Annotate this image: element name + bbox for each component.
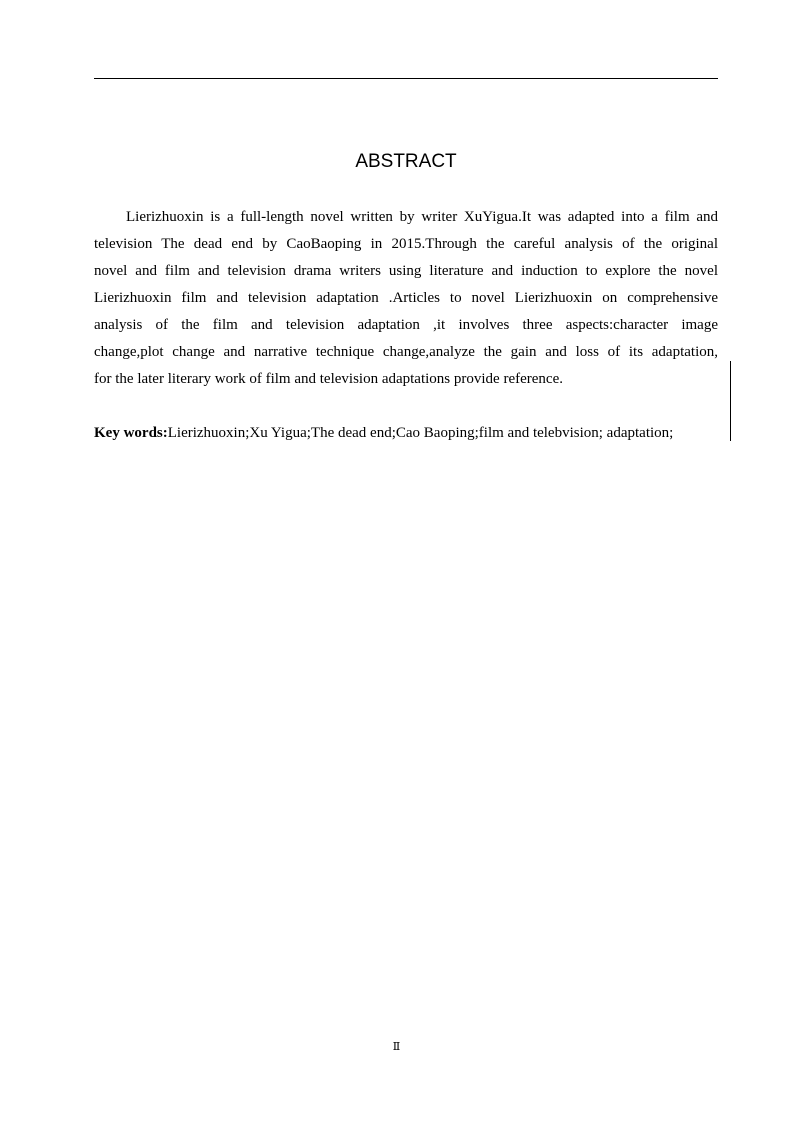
header-rule [94, 78, 718, 79]
abstract-line: novel and film and television drama writers using literature and induction to explore the novel [94, 263, 718, 279]
keywords-label: Key words: [94, 425, 168, 441]
revision-margin-bar [730, 361, 731, 441]
abstract-paragraph [94, 204, 718, 393]
abstract-line: analysis of the film and television adaptation ,it involves three aspects:character image [94, 317, 718, 333]
abstract-line: television The dead end by CaoBaoping in 2015.Through the careful analysis of the original [94, 236, 718, 252]
abstract-line: for the later literary work of film and television adaptations provide reference. [94, 371, 563, 387]
abstract-title: ABSTRACT [355, 151, 457, 172]
keywords-text: Lierizhuoxin;Xu Yigua;The dead end;Cao Baoping;film and telebvision; adaptation; [167, 425, 674, 441]
abstract-line: change,plot change and narrative technique change,analyze the gain and loss of its adaptation, [94, 344, 718, 360]
keywords-line [94, 421, 734, 445]
abstract-line: Lierizhuoxin film and television adaptation .Articles to novel Lierizhuoxin on comprehensive [94, 290, 718, 306]
page-number: Ⅱ [392, 1041, 401, 1053]
abstract-line: Lierizhuoxin is a full-length novel written by writer XuYigua.It was adapted into a film and [126, 209, 718, 225]
